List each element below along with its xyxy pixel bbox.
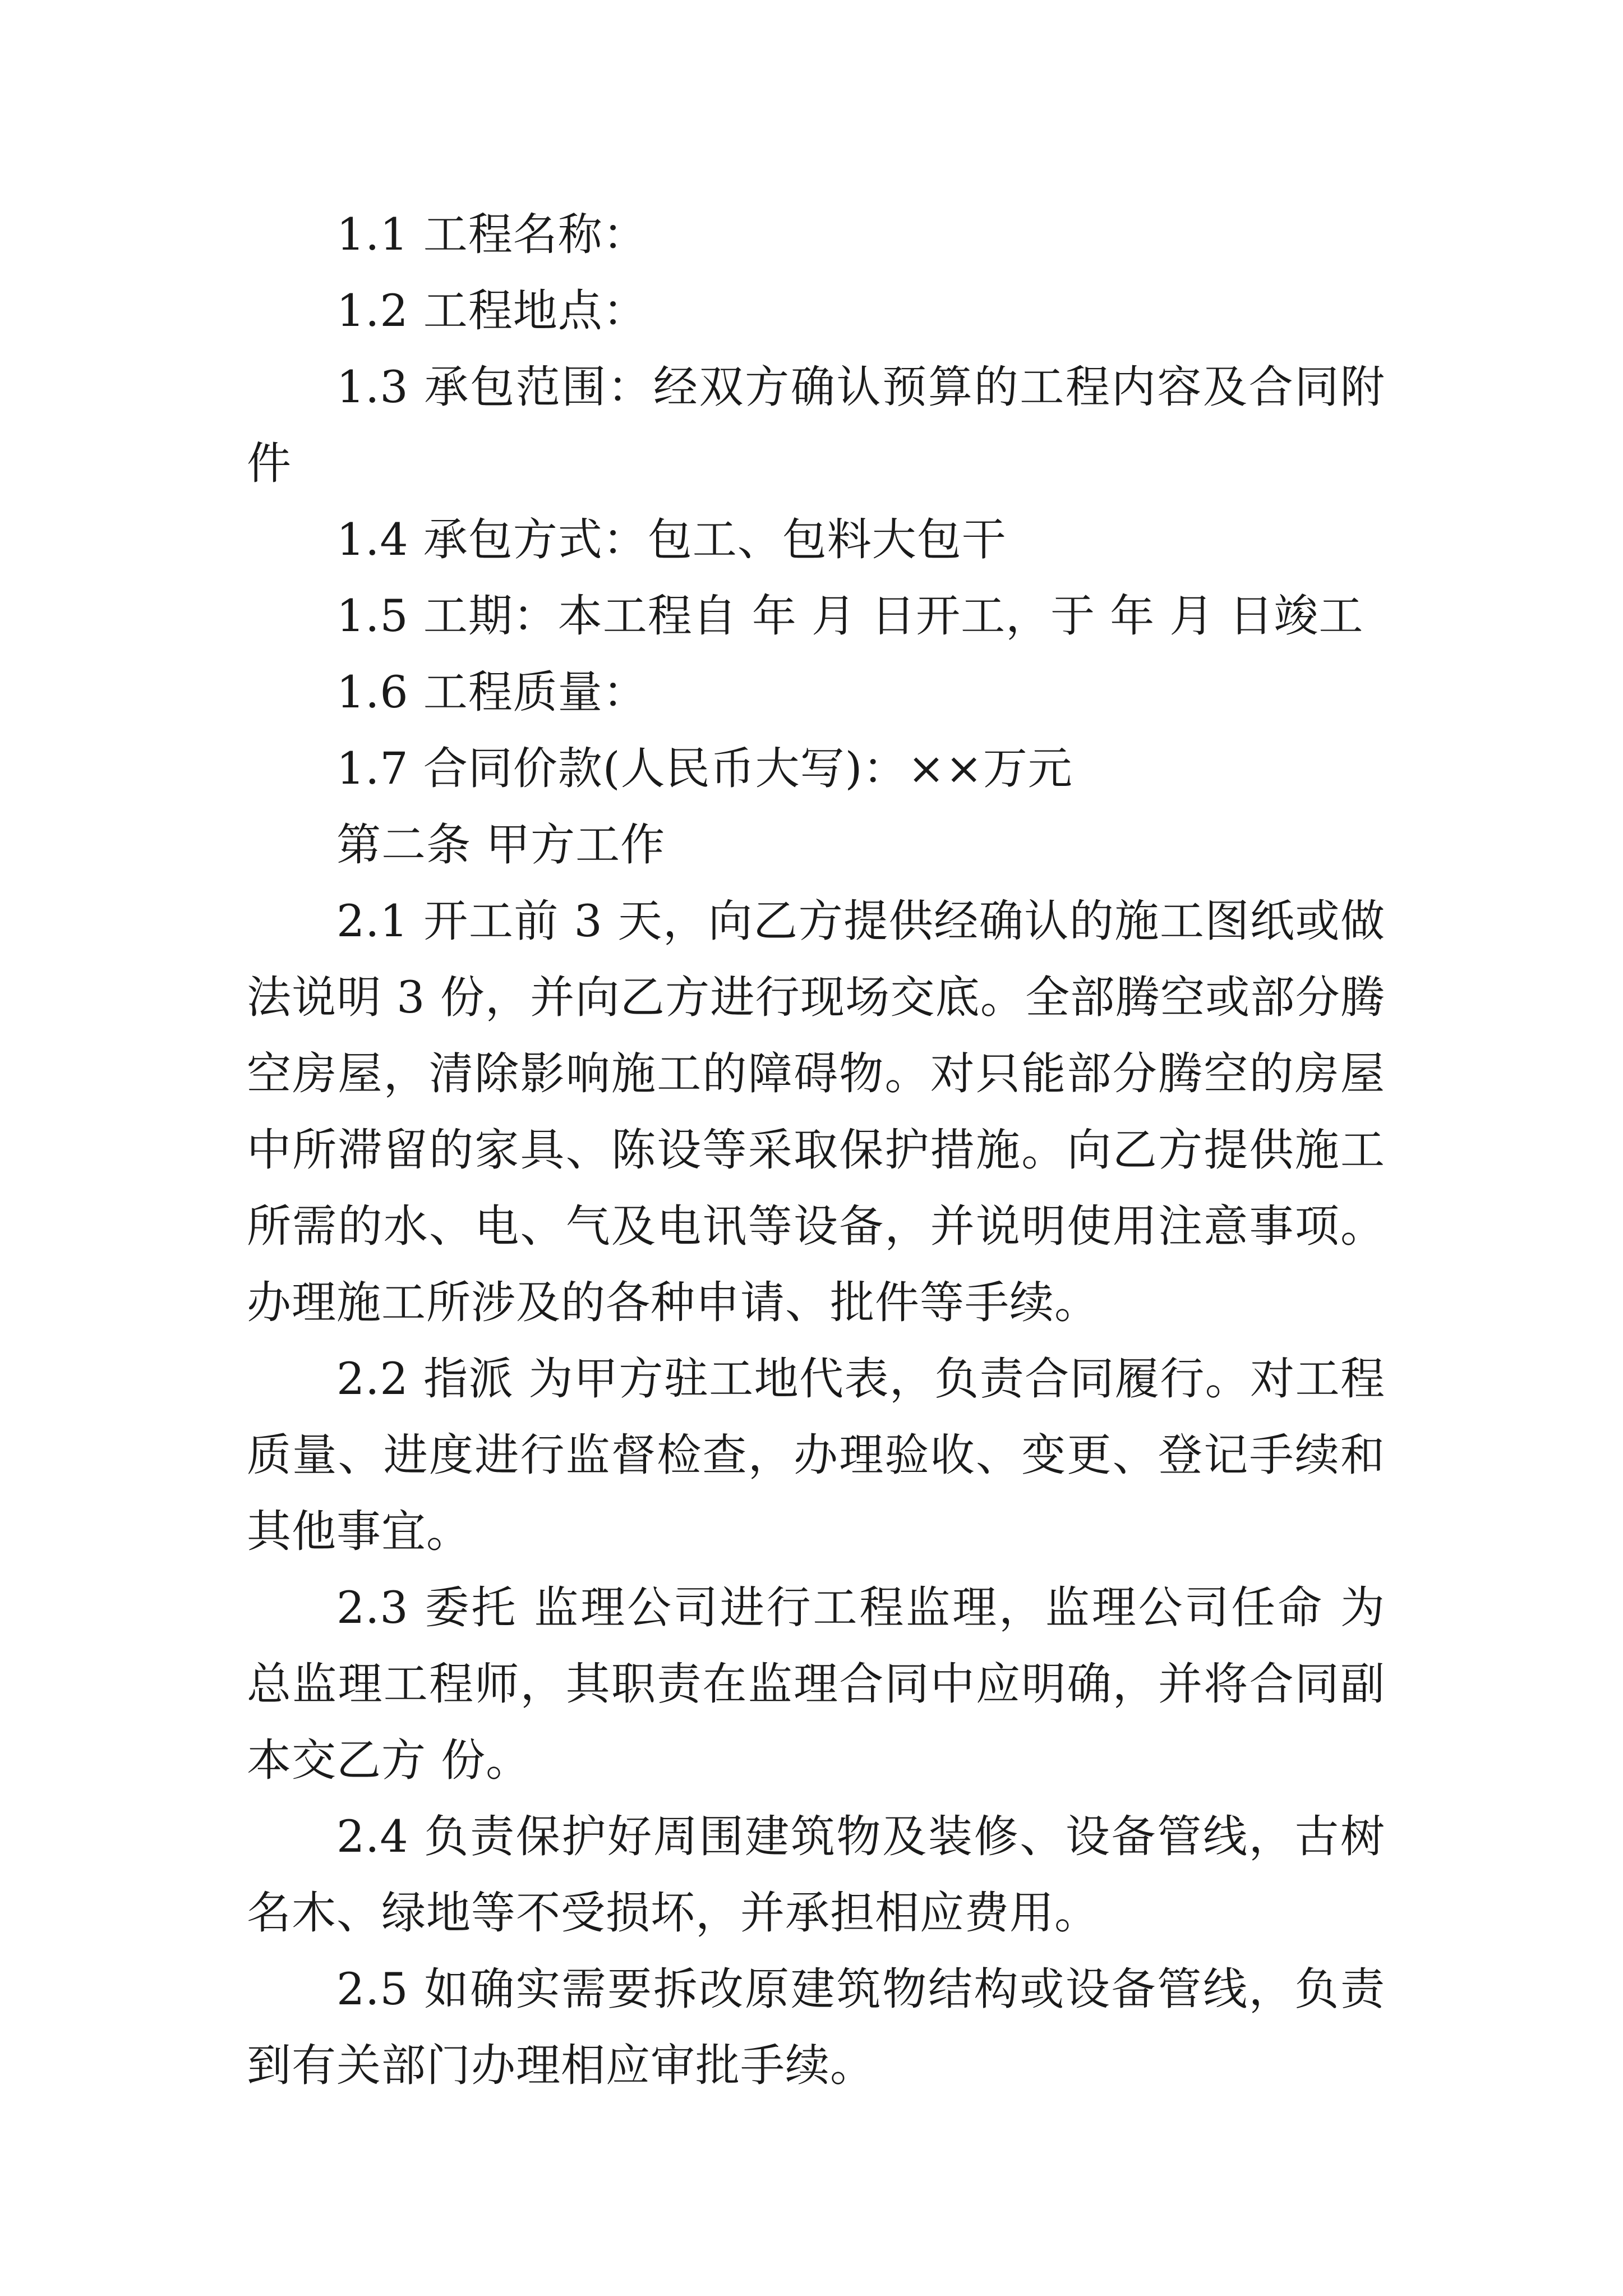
clause-1-5: 1.5 工期：本工程自 年 月 日开工，于 年 月 日竣工 (336, 590, 1364, 642)
clause-2-5: 2.5 如确实需要拆改原建筑物结构或设备管线，负责到有关部门办理相应审批手续。 (247, 1963, 1385, 2091)
clause-1-1: 1.1 工程名称： (336, 209, 648, 260)
clause-2-4: 2.4 负责保护好周围建筑物及装修、设备管线，古树名木、绿地等不受损坏，并承担相应费用。 (247, 1811, 1385, 1939)
clause-1-4: 1.4 承包方式：包工、包料大包干 (336, 514, 1007, 565)
clause-1-6: 1.6 工程质量： (336, 666, 648, 718)
clause-1-7: 1.7 合同价款(人民币大写)：××万元 (336, 743, 1073, 794)
clause-2-3: 2.3 委托 监理公司进行工程监理，监理公司任命 为总监理工程师，其职责在监理合同中应明确，并将合同副本交乙方 份。 (247, 1582, 1385, 1786)
clause-2-2: 2.2 指派 为甲方驻工地代表，负责合同履行。对工程质量、进度进行监督检查，办理验收、变更、登记手续和其他事宜。 (247, 1353, 1385, 1557)
contract-text (247, 196, 1385, 2104)
section-heading-article-2: 第二条 甲方工作 (336, 819, 666, 871)
clause-2-1: 2.1 开工前 3 天，向乙方提供经确认的施工图纸或做法说明 3 份，并向乙方进行现场交底。全部腾空或部分腾空房屋，清除影响施工的障碍物。对只能部分腾空的房屋中所滞留的家具、陈设等采取保护措施。向乙方提供施工所需的水、电、气及电讯等设备，并说明使用注意事项。办理施工所涉及的各种申请、批件等手续。 (247, 895, 1385, 1328)
clause-1-2: 1.2 工程地点： (336, 285, 648, 337)
clause-1-3: 1.3 承包范围：经双方确认预算的工程内容及合同附件 (247, 361, 1385, 489)
